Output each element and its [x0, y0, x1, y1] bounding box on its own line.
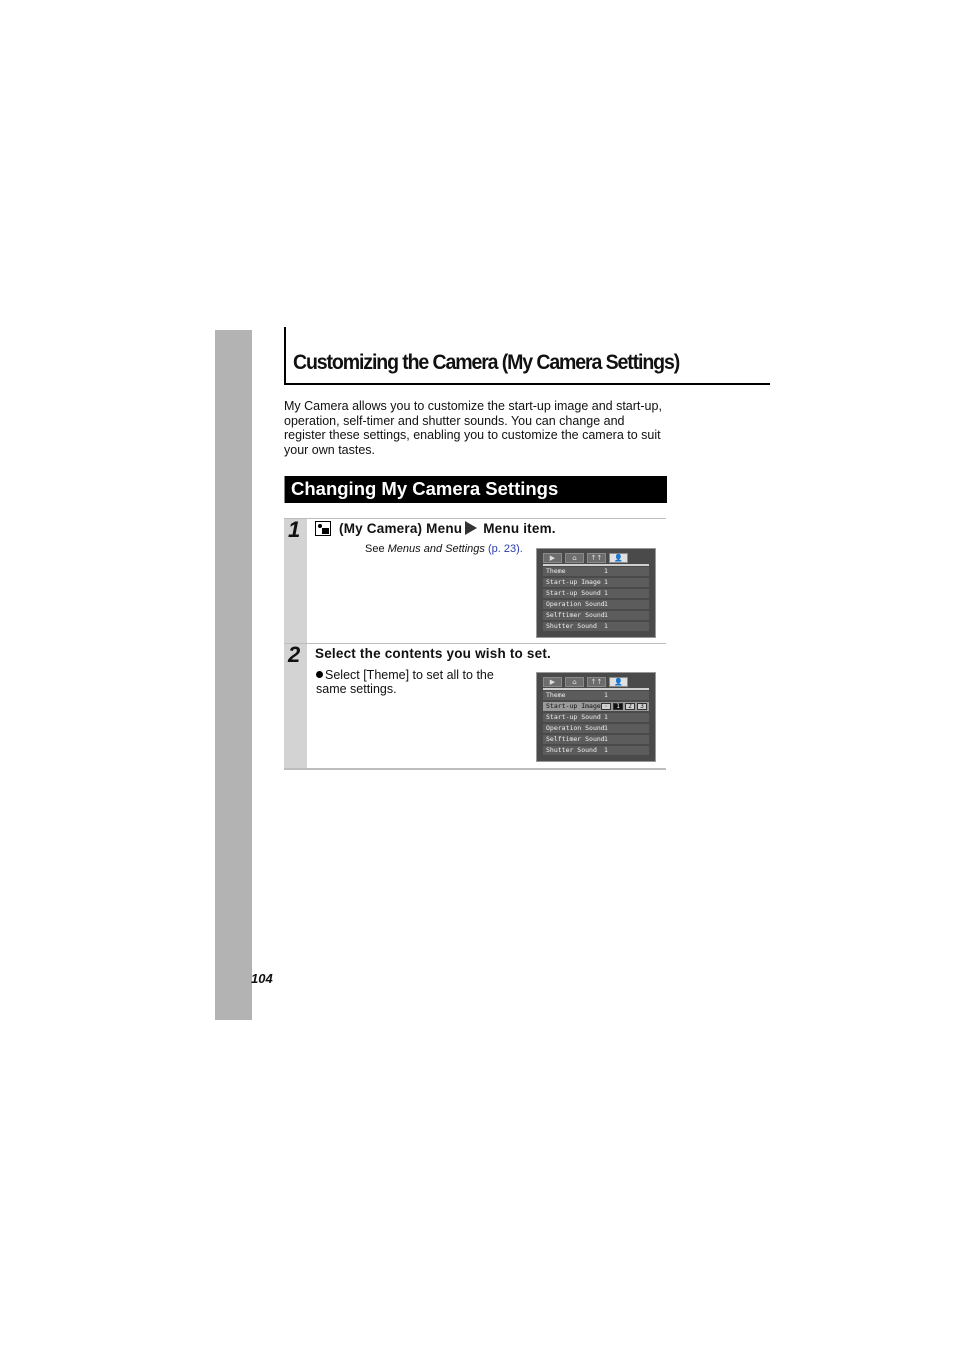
step-heading: Select the contents you wish to set. [315, 646, 551, 661]
option-1: 1 [613, 703, 623, 710]
step-number: 2 [288, 642, 301, 667]
lcd-row [543, 735, 649, 744]
lcd-row-value: 1 [604, 578, 608, 586]
step-heading-part2: Menu item. [483, 521, 556, 536]
lcd-row-label: Start-up Sound [546, 713, 601, 721]
my-camera-icon [315, 521, 331, 536]
lcd-row [543, 600, 649, 609]
camera-screen-2 [536, 672, 656, 762]
shoot-tab-icon: ⌂ [565, 677, 584, 687]
step-heading [315, 521, 556, 536]
see-title: Menus and Settings [387, 543, 485, 555]
arrow-right-icon [465, 521, 477, 535]
play-tab-icon: ▶ [543, 553, 562, 563]
option-selector [601, 702, 649, 711]
step-heading-part1: (My Camera) Menu [339, 521, 463, 536]
play-tab-icon: ▶ [543, 677, 562, 687]
lcd-row [543, 713, 649, 722]
lcd-row-value: 1 [604, 724, 608, 732]
lcd-row-label: Theme [546, 567, 566, 575]
lcd-row-label: Operation Sound [546, 724, 605, 732]
lcd-row-value: 1 [604, 600, 608, 608]
lcd-row-value: 1 [604, 735, 608, 743]
lcd-row-value: 1 [604, 567, 608, 575]
section-title: Changing My Camera Settings [291, 478, 559, 499]
bullet-item [316, 668, 516, 696]
setup-tab-icon: ↑↑ [587, 553, 606, 563]
lcd-row [543, 724, 649, 733]
lcd-row-value: 1 [604, 622, 608, 630]
lcd-row-selected [543, 702, 649, 711]
lcd-row [543, 746, 649, 755]
lcd-tab-strip [543, 553, 649, 566]
lcd-row-label: Selftimer Sound [546, 611, 605, 619]
lcd-row-value: 1 [604, 713, 608, 721]
camera-screen-1 [536, 548, 656, 638]
page-number: 104 [251, 971, 273, 986]
lcd-row-label: Start-up Sound [546, 589, 601, 597]
setup-tab-icon: ↑↑ [587, 677, 606, 687]
see-prefix: See [365, 543, 388, 555]
lcd-row-label: Start-up Image [546, 702, 601, 710]
lcd-row-value: 1 [604, 691, 608, 699]
side-tab-bar [215, 330, 252, 1020]
lcd-row [543, 589, 649, 598]
my-camera-tab-icon: 👤 [609, 553, 628, 563]
page-title: Customizing the Camera (My Camera Settings) [293, 351, 680, 374]
step-number-column [284, 644, 307, 768]
lcd-row-value: 1 [604, 611, 608, 619]
lcd-row-label: Shutter Sound [546, 622, 597, 630]
lcd-row-label: Theme [546, 691, 566, 699]
lcd-row-label: Operation Sound [546, 600, 605, 608]
lcd-row-value: 1 [604, 589, 608, 597]
shoot-tab-icon: ⌂ [565, 553, 584, 563]
option-3: 3 [637, 703, 647, 710]
lcd-row-label: Start-up Image [546, 578, 601, 586]
lcd-row-label: Shutter Sound [546, 746, 597, 754]
lcd-row [543, 611, 649, 620]
lcd-row-value: 1 [604, 746, 608, 754]
option-off-icon: · [601, 703, 611, 710]
title-frame [284, 327, 770, 385]
lcd-row [543, 691, 649, 700]
step-number-column [284, 519, 307, 643]
option-2: 2 [625, 703, 635, 710]
lcd-row [543, 567, 649, 576]
bullet-icon [316, 671, 323, 678]
page-link[interactable]: (p. 23) [487, 543, 520, 555]
section-header [284, 476, 667, 503]
lcd-row [543, 622, 649, 631]
intro-paragraph: My Camera allows you to customize the start-up image and start-up, operation, self-timer and shutter sounds. You can change and register these settings, enabling you to customize the camera to suit your own tastes. [284, 399, 662, 458]
see-reference [365, 543, 523, 555]
lcd-row [543, 578, 649, 587]
see-suffix: . [519, 543, 523, 555]
bullet-text: Select [Theme] to set all to the same settings. [316, 668, 494, 696]
my-camera-tab-icon: 👤 [609, 677, 628, 687]
lcd-tab-strip [543, 677, 649, 690]
lcd-row-label: Selftimer Sound [546, 735, 605, 743]
step-number: 1 [288, 517, 301, 542]
